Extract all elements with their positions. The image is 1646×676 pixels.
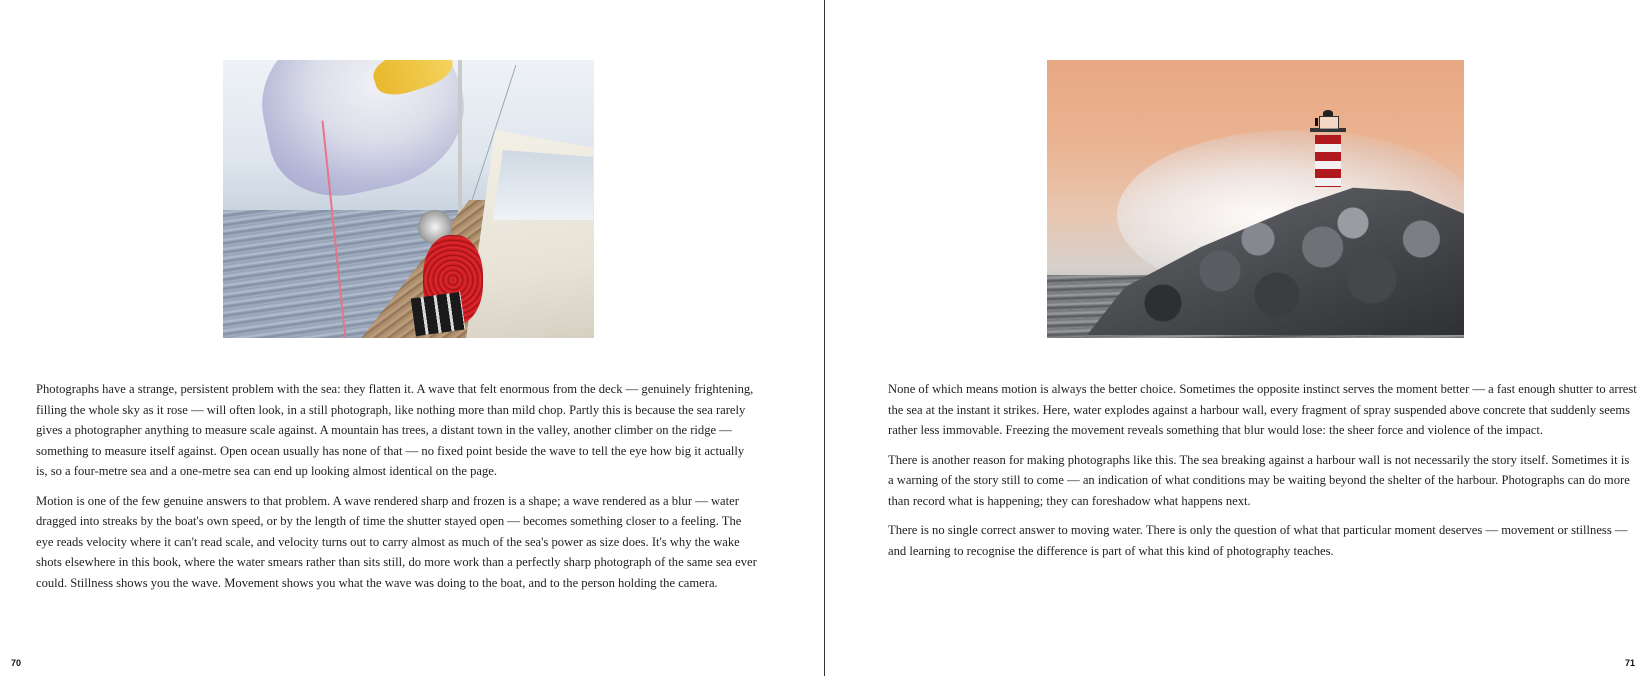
left-page-body [36, 379, 758, 602]
page-number-left: 70 [11, 658, 22, 668]
right-page [826, 0, 1646, 676]
paragraph: Motion is one of the few genuine answers to that problem. A wave rendered sharp and frozen is a shape; a wave rendered as a blur — water dragged into streaks by the boat's own speed, or by the length of time the shutter stayed open — becomes something closer to a feeling. The eye reads velocity where it can't read scale, and velocity turns out to carry almost as much of the sea's power as size does. It's why the wake shots elsewhere in this book, where the water smears rather than sits still, do more work than a perfectly sharp photograph of the same sea ever could. Stillness shows you the wave. Movement shows you what the wave was doing to the boat, and to the person holding the camera. [36, 493, 757, 590]
lighthouse-wave-photo [1047, 60, 1464, 338]
paragraph: There is no single correct answer to moving water. There is only the question of what that particular moment deserves — movement or stillness — and learning to recognise the difference is part of what this kind of photography teaches. [888, 523, 1628, 558]
page-number-right: 71 [1624, 658, 1635, 668]
paragraph: Photographs have a strange, persistent problem with the sea: they flatten it. A wave that felt enormous from the deck — genuinely frightening, filling the whole sky as it rose — will often look, in a still photograph, like nothing more than mild chop. Partly this is because the sea rarely gives a photographer anything to measure scale against. A mountain has trees, a distant town in the valley, another climber on the ridge — something to measure itself against. Open ocean usually has none of that — no fixed point beside the wave to tell the eye how big it actually is, so a four-metre sea and a one-metre sea can end up looking almost identical on the page. [36, 382, 754, 478]
paragraph: There is another reason for making photographs like this. The sea breaking against a harbour wall is not necessarily the story itself. Sometimes it is a warning of the story still to come — an indication of what conditions may be waiting beyond the shelter of the harbour. Photographs can do more than record what is happening; they can foreshadow what happens next. [888, 452, 1630, 508]
spine-divider [824, 0, 825, 676]
paragraph: None of which means motion is always the better choice. Sometimes the opposite instinct serves the moment better — a fast enough shutter to arrest the sea at the instant it strikes. Here, water explodes against a harbour wall, every fragment of spray suspended above concrete that suddenly seems rather less immovable. Freezing the movement reveals something that blur would lose: the sheer force and violence of the impact. [888, 382, 1637, 437]
sailing-boat-photo [223, 60, 594, 338]
right-page-body [888, 379, 1637, 570]
